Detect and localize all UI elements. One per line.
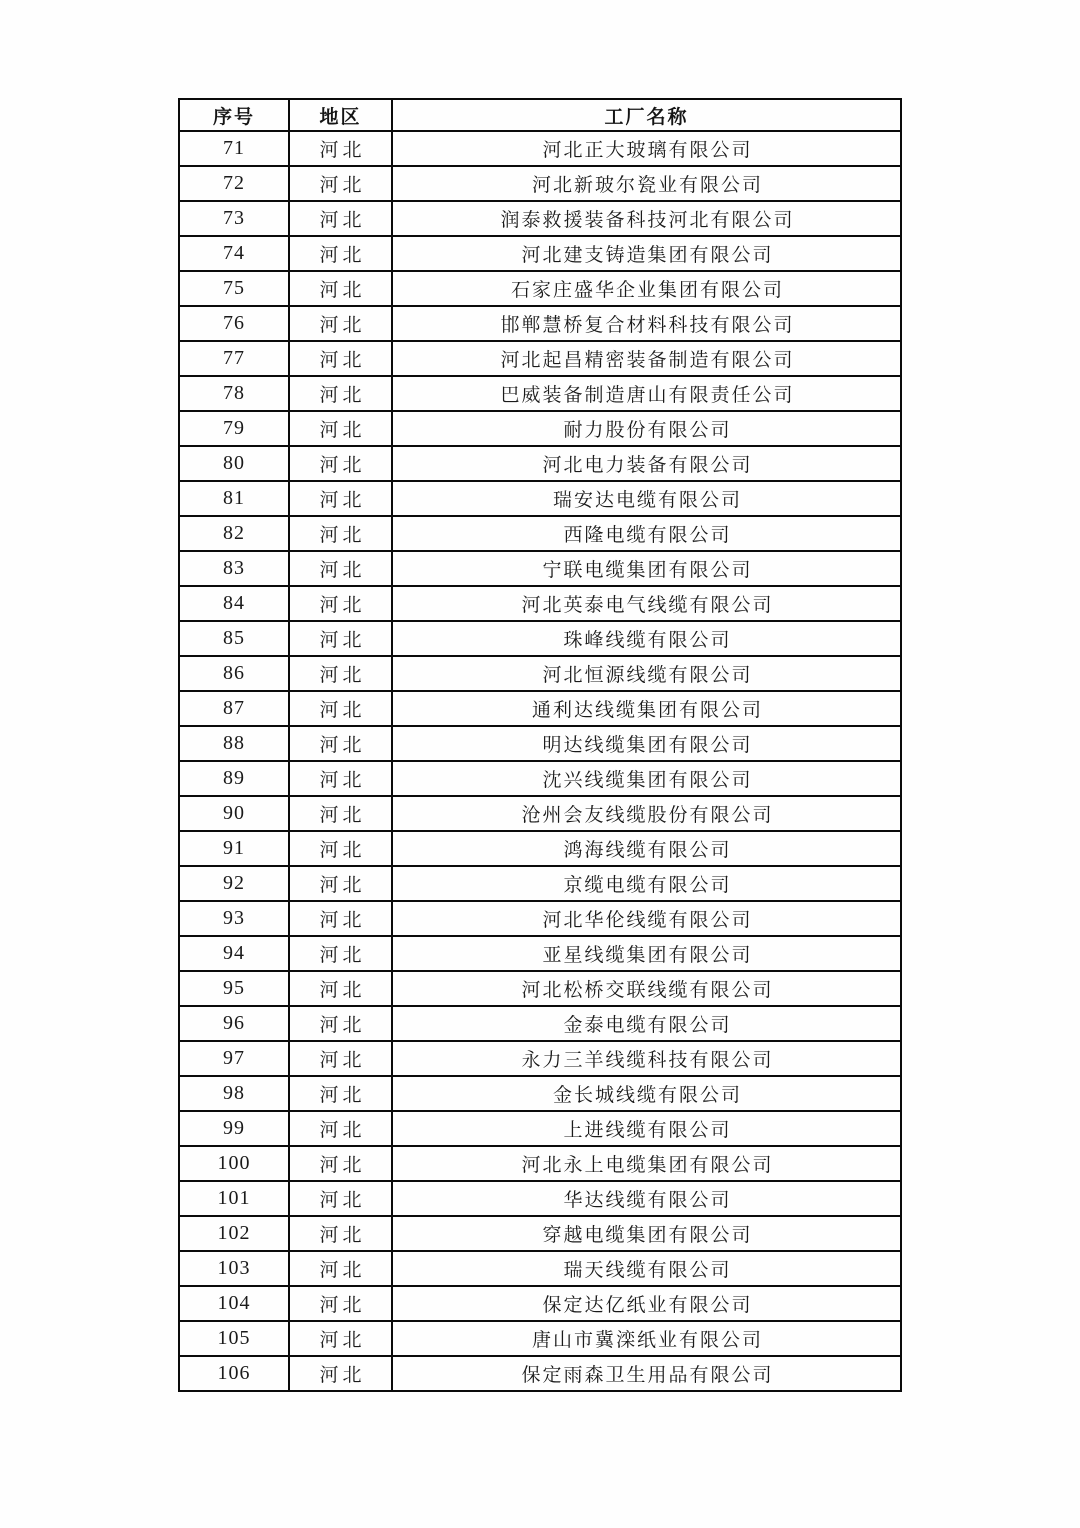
serial-cell: 103 bbox=[179, 1251, 289, 1286]
region-cell: 河北 bbox=[289, 236, 392, 271]
factory-name-cell: 沈兴线缆集团有限公司 bbox=[392, 761, 901, 796]
region-cell: 河北 bbox=[289, 796, 392, 831]
factory-name-cell: 金泰电缆有限公司 bbox=[392, 1006, 901, 1041]
serial-cell: 73 bbox=[179, 201, 289, 236]
serial-cell: 75 bbox=[179, 271, 289, 306]
serial-cell: 106 bbox=[179, 1356, 289, 1391]
serial-cell: 105 bbox=[179, 1321, 289, 1356]
serial-cell: 77 bbox=[179, 341, 289, 376]
region-cell: 河北 bbox=[289, 306, 392, 341]
factory-name-cell: 河北新玻尔瓷业有限公司 bbox=[392, 166, 901, 201]
serial-cell: 97 bbox=[179, 1041, 289, 1076]
factory-name-cell: 保定达亿纸业有限公司 bbox=[392, 1286, 901, 1321]
factory-name-cell: 保定雨森卫生用品有限公司 bbox=[392, 1356, 901, 1391]
table-row bbox=[179, 971, 901, 1006]
serial-cell: 102 bbox=[179, 1216, 289, 1251]
table-row bbox=[179, 376, 901, 411]
region-cell: 河北 bbox=[289, 586, 392, 621]
serial-cell: 101 bbox=[179, 1181, 289, 1216]
table-row bbox=[179, 831, 901, 866]
factory-name-cell: 珠峰线缆有限公司 bbox=[392, 621, 901, 656]
serial-cell: 88 bbox=[179, 726, 289, 761]
serial-cell: 89 bbox=[179, 761, 289, 796]
factory-name-cell: 河北正大玻璃有限公司 bbox=[392, 131, 901, 166]
table-row bbox=[179, 446, 901, 481]
table-row bbox=[179, 166, 901, 201]
factory-name-cell: 耐力股份有限公司 bbox=[392, 411, 901, 446]
serial-cell: 93 bbox=[179, 901, 289, 936]
factory-name-cell: 邯郸慧桥复合材料科技有限公司 bbox=[392, 306, 901, 341]
serial-cell: 78 bbox=[179, 376, 289, 411]
table-row bbox=[179, 236, 901, 271]
serial-cell: 72 bbox=[179, 166, 289, 201]
region-cell: 河北 bbox=[289, 166, 392, 201]
factory-name-cell: 通利达线缆集团有限公司 bbox=[392, 691, 901, 726]
serial-cell: 100 bbox=[179, 1146, 289, 1181]
factory-name-cell: 河北松桥交联线缆有限公司 bbox=[392, 971, 901, 1006]
region-cell: 河北 bbox=[289, 1216, 392, 1251]
region-cell: 河北 bbox=[289, 481, 392, 516]
factory-name-cell: 永力三羊线缆科技有限公司 bbox=[392, 1041, 901, 1076]
factory-table bbox=[178, 98, 902, 1392]
table-row bbox=[179, 551, 901, 586]
region-cell: 河北 bbox=[289, 1111, 392, 1146]
serial-cell: 79 bbox=[179, 411, 289, 446]
region-cell: 河北 bbox=[289, 1356, 392, 1391]
serial-cell: 96 bbox=[179, 1006, 289, 1041]
serial-cell: 99 bbox=[179, 1111, 289, 1146]
serial-cell: 83 bbox=[179, 551, 289, 586]
factory-name-cell: 瑞天线缆有限公司 bbox=[392, 1251, 901, 1286]
factory-name-cell: 河北起昌精密装备制造有限公司 bbox=[392, 341, 901, 376]
serial-cell: 90 bbox=[179, 796, 289, 831]
table-row bbox=[179, 481, 901, 516]
factory-name-cell: 上进线缆有限公司 bbox=[392, 1111, 901, 1146]
table-row bbox=[179, 656, 901, 691]
region-cell: 河北 bbox=[289, 726, 392, 761]
region-cell: 河北 bbox=[289, 761, 392, 796]
region-cell: 河北 bbox=[289, 341, 392, 376]
region-cell: 河北 bbox=[289, 1041, 392, 1076]
table-row bbox=[179, 621, 901, 656]
factory-name-cell: 河北建支铸造集团有限公司 bbox=[392, 236, 901, 271]
table-row bbox=[179, 1321, 901, 1356]
factory-name-cell: 穿越电缆集团有限公司 bbox=[392, 1216, 901, 1251]
table-row bbox=[179, 1041, 901, 1076]
region-cell: 河北 bbox=[289, 1181, 392, 1216]
factory-name-cell: 河北恒源线缆有限公司 bbox=[392, 656, 901, 691]
factory-name-cell: 河北英泰电气线缆有限公司 bbox=[392, 586, 901, 621]
factory-table-header bbox=[179, 99, 901, 131]
table-row bbox=[179, 936, 901, 971]
table-row bbox=[179, 341, 901, 376]
table-row bbox=[179, 1356, 901, 1391]
region-cell: 河北 bbox=[289, 866, 392, 901]
factory-name-cell: 明达线缆集团有限公司 bbox=[392, 726, 901, 761]
factory-name-cell: 河北永上电缆集团有限公司 bbox=[392, 1146, 901, 1181]
factory-name-cell: 唐山市冀滦纸业有限公司 bbox=[392, 1321, 901, 1356]
region-cell: 河北 bbox=[289, 1251, 392, 1286]
region-cell: 河北 bbox=[289, 936, 392, 971]
serial-cell: 76 bbox=[179, 306, 289, 341]
serial-cell: 86 bbox=[179, 656, 289, 691]
col-header-serial: 序号 bbox=[179, 99, 289, 131]
region-cell: 河北 bbox=[289, 691, 392, 726]
serial-cell: 85 bbox=[179, 621, 289, 656]
factory-name-cell: 京缆电缆有限公司 bbox=[392, 866, 901, 901]
factory-name-cell: 瑞安达电缆有限公司 bbox=[392, 481, 901, 516]
region-cell: 河北 bbox=[289, 1286, 392, 1321]
serial-cell: 87 bbox=[179, 691, 289, 726]
table-row bbox=[179, 691, 901, 726]
table-row bbox=[179, 1181, 901, 1216]
table-row bbox=[179, 516, 901, 551]
factory-name-cell: 华达线缆有限公司 bbox=[392, 1181, 901, 1216]
region-cell: 河北 bbox=[289, 971, 392, 1006]
serial-cell: 104 bbox=[179, 1286, 289, 1321]
serial-cell: 74 bbox=[179, 236, 289, 271]
col-header-factory: 工厂名称 bbox=[392, 99, 901, 131]
table-row bbox=[179, 271, 901, 306]
serial-cell: 94 bbox=[179, 936, 289, 971]
region-cell: 河北 bbox=[289, 656, 392, 691]
factory-name-cell: 巴威装备制造唐山有限责任公司 bbox=[392, 376, 901, 411]
factory-name-cell: 金长城线缆有限公司 bbox=[392, 1076, 901, 1111]
table-row bbox=[179, 1111, 901, 1146]
table-row bbox=[179, 1251, 901, 1286]
table-row bbox=[179, 726, 901, 761]
region-cell: 河北 bbox=[289, 551, 392, 586]
table-row bbox=[179, 1146, 901, 1181]
factory-name-cell: 亚星线缆集团有限公司 bbox=[392, 936, 901, 971]
region-cell: 河北 bbox=[289, 831, 392, 866]
table-row bbox=[179, 306, 901, 341]
header-row bbox=[179, 99, 901, 131]
region-cell: 河北 bbox=[289, 131, 392, 166]
table-row bbox=[179, 866, 901, 901]
table-row bbox=[179, 796, 901, 831]
table-row bbox=[179, 1216, 901, 1251]
factory-name-cell: 河北华伦线缆有限公司 bbox=[392, 901, 901, 936]
table-row bbox=[179, 411, 901, 446]
serial-cell: 84 bbox=[179, 586, 289, 621]
col-header-region: 地区 bbox=[289, 99, 392, 131]
factory-name-cell: 西隆电缆有限公司 bbox=[392, 516, 901, 551]
region-cell: 河北 bbox=[289, 376, 392, 411]
region-cell: 河北 bbox=[289, 1076, 392, 1111]
region-cell: 河北 bbox=[289, 516, 392, 551]
serial-cell: 80 bbox=[179, 446, 289, 481]
table-row bbox=[179, 1076, 901, 1111]
factory-name-cell: 鸿海线缆有限公司 bbox=[392, 831, 901, 866]
region-cell: 河北 bbox=[289, 201, 392, 236]
region-cell: 河北 bbox=[289, 446, 392, 481]
table-row bbox=[179, 761, 901, 796]
serial-cell: 98 bbox=[179, 1076, 289, 1111]
serial-cell: 92 bbox=[179, 866, 289, 901]
factory-name-cell: 河北电力装备有限公司 bbox=[392, 446, 901, 481]
region-cell: 河北 bbox=[289, 411, 392, 446]
factory-name-cell: 宁联电缆集团有限公司 bbox=[392, 551, 901, 586]
table-row bbox=[179, 1286, 901, 1321]
factory-name-cell: 润泰救援装备科技河北有限公司 bbox=[392, 201, 901, 236]
region-cell: 河北 bbox=[289, 901, 392, 936]
serial-cell: 81 bbox=[179, 481, 289, 516]
table-row bbox=[179, 201, 901, 236]
region-cell: 河北 bbox=[289, 271, 392, 306]
table-row bbox=[179, 901, 901, 936]
region-cell: 河北 bbox=[289, 621, 392, 656]
region-cell: 河北 bbox=[289, 1006, 392, 1041]
factory-table-body bbox=[179, 131, 901, 1391]
serial-cell: 71 bbox=[179, 131, 289, 166]
region-cell: 河北 bbox=[289, 1146, 392, 1181]
serial-cell: 95 bbox=[179, 971, 289, 1006]
table-row bbox=[179, 131, 901, 166]
region-cell: 河北 bbox=[289, 1321, 392, 1356]
factory-name-cell: 石家庄盛华企业集团有限公司 bbox=[392, 271, 901, 306]
table-row bbox=[179, 586, 901, 621]
serial-cell: 91 bbox=[179, 831, 289, 866]
factory-name-cell: 沧州会友线缆股份有限公司 bbox=[392, 796, 901, 831]
table-row bbox=[179, 1006, 901, 1041]
serial-cell: 82 bbox=[179, 516, 289, 551]
